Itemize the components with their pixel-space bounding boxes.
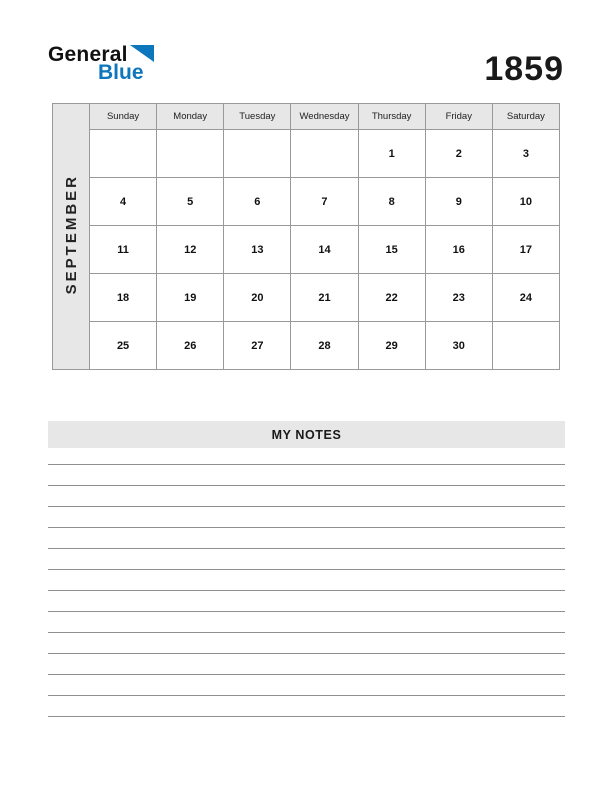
logo-triangle-icon <box>130 45 154 62</box>
day-cell: 30 <box>425 322 492 370</box>
day-cell: 17 <box>492 226 559 274</box>
day-cell: 23 <box>425 274 492 322</box>
month-label: SEPTEMBER <box>62 173 80 295</box>
day-cell: 15 <box>358 226 425 274</box>
day-cell: 12 <box>157 226 224 274</box>
day-cell: 1 <box>358 130 425 178</box>
day-cell: 8 <box>358 178 425 226</box>
day-cell: 13 <box>224 226 291 274</box>
week-row-1 <box>53 130 560 178</box>
day-header-wednesday: Wednesday <box>291 104 358 130</box>
note-line <box>48 675 565 696</box>
day-cell: 21 <box>291 274 358 322</box>
day-cell: 4 <box>90 178 157 226</box>
note-line <box>48 549 565 570</box>
day-cell <box>492 322 559 370</box>
week-row-4 <box>53 274 560 322</box>
day-header-friday: Friday <box>425 104 492 130</box>
note-line <box>48 633 565 654</box>
note-line <box>48 654 565 675</box>
note-line <box>48 507 565 528</box>
day-cell: 18 <box>90 274 157 322</box>
day-header-sunday: Sunday <box>90 104 157 130</box>
note-line <box>48 465 565 486</box>
note-line <box>48 570 565 591</box>
year-heading: 1859 <box>484 50 564 88</box>
note-line <box>48 486 565 507</box>
day-cell: 5 <box>157 178 224 226</box>
day-cell <box>90 130 157 178</box>
day-cell: 9 <box>425 178 492 226</box>
day-cell: 26 <box>157 322 224 370</box>
day-cell: 10 <box>492 178 559 226</box>
logo-text-general: General <box>48 43 128 66</box>
notes-lines <box>48 444 565 717</box>
day-header-tuesday: Tuesday <box>224 104 291 130</box>
day-cell: 20 <box>224 274 291 322</box>
note-line <box>48 696 565 717</box>
day-cell <box>224 130 291 178</box>
note-line <box>48 612 565 633</box>
week-row-2 <box>53 178 560 226</box>
day-header-saturday: Saturday <box>492 104 559 130</box>
day-header-thursday: Thursday <box>358 104 425 130</box>
day-header-monday: Monday <box>157 104 224 130</box>
day-cell: 27 <box>224 322 291 370</box>
day-cell: 14 <box>291 226 358 274</box>
week-row-3 <box>53 226 560 274</box>
calendar-table <box>52 103 560 370</box>
day-cell: 25 <box>90 322 157 370</box>
note-line <box>48 528 565 549</box>
day-cell: 29 <box>358 322 425 370</box>
day-cell <box>291 130 358 178</box>
logo-text-blue: Blue <box>98 61 144 84</box>
day-cell: 24 <box>492 274 559 322</box>
day-cell <box>157 130 224 178</box>
day-cell: 22 <box>358 274 425 322</box>
week-row-5 <box>53 322 560 370</box>
day-cell: 19 <box>157 274 224 322</box>
month-label-cell <box>53 104 90 370</box>
day-cell: 6 <box>224 178 291 226</box>
day-header-row <box>53 104 560 130</box>
day-cell: 2 <box>425 130 492 178</box>
day-cell: 3 <box>492 130 559 178</box>
general-blue-logo <box>48 44 154 83</box>
note-line <box>48 444 565 465</box>
day-cell: 11 <box>90 226 157 274</box>
day-cell: 16 <box>425 226 492 274</box>
day-cell: 7 <box>291 178 358 226</box>
notes-header: MY NOTES <box>48 421 565 448</box>
day-cell: 28 <box>291 322 358 370</box>
note-line <box>48 591 565 612</box>
